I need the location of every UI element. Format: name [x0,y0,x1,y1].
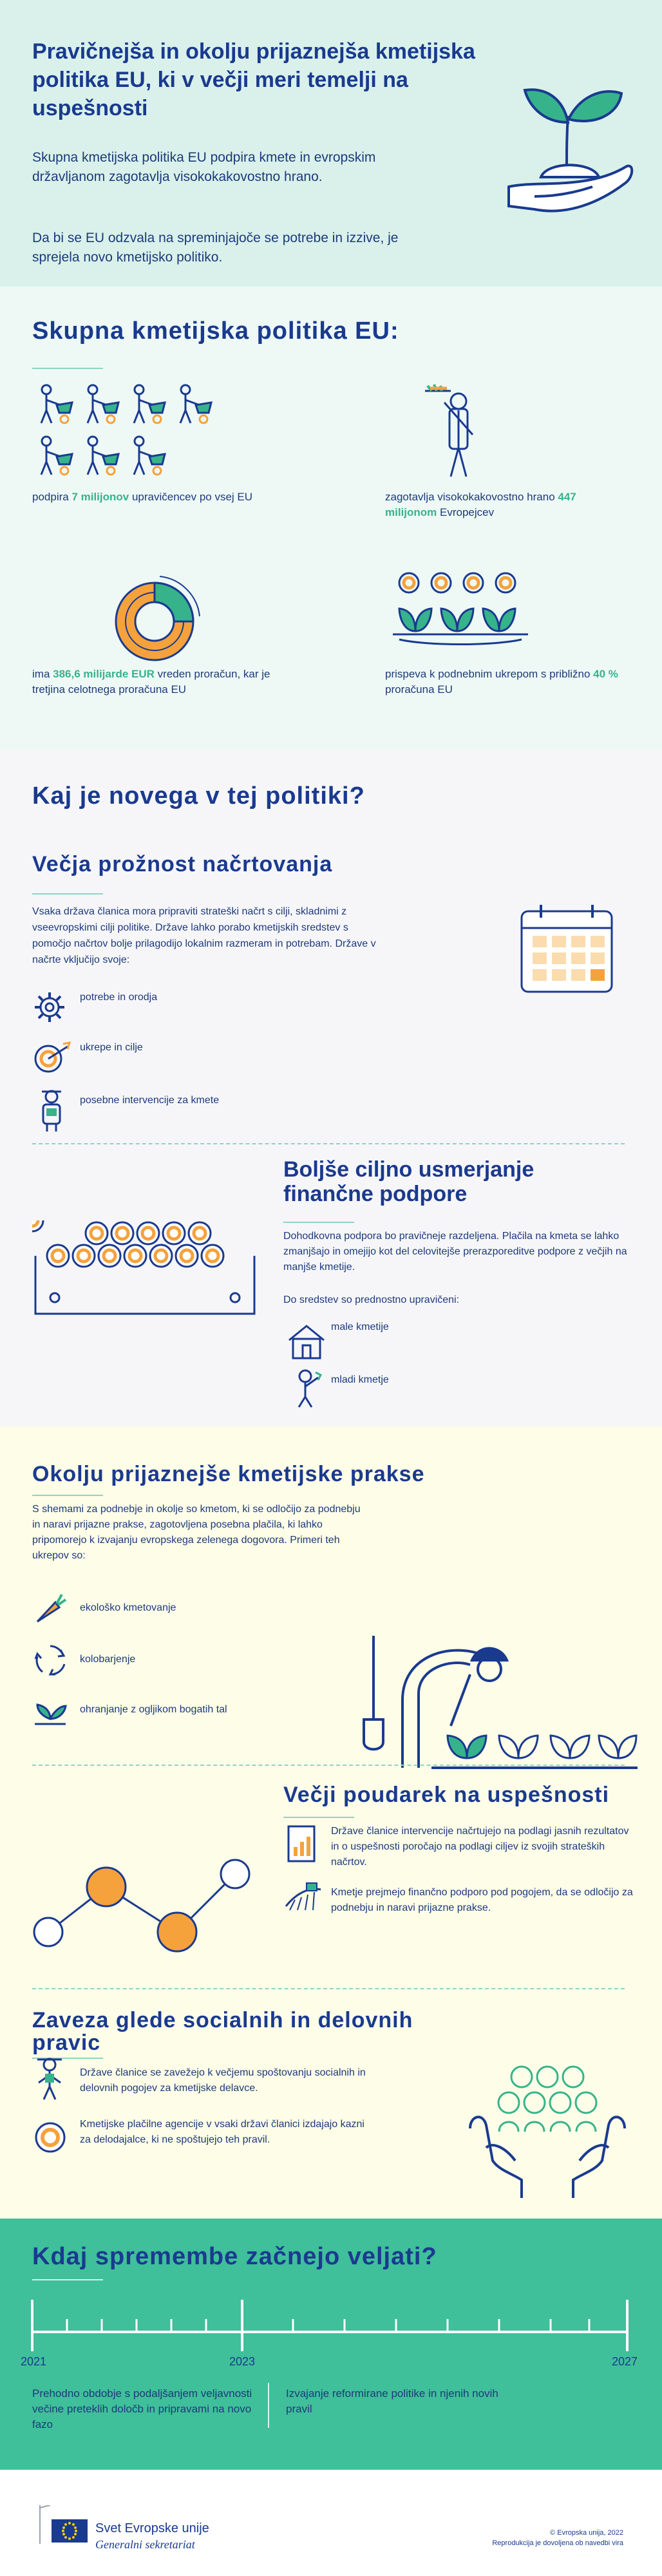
gear-icon [32,990,67,1025]
footer-org: Svet Evropske unije [95,2521,209,2535]
page-title: Pravičnejša in okolju prijaznejša kmetijska politika EU, ki v večji meri temelji na uspešnosti [32,39,475,120]
green-text: S shemami za podnebje in okolje so kmetom, ki se odločijo za podnebju in naravi prijazne prakse, zagotovljena posebna plačila, ki lahko pripomorejo k izvajanju evropskega zelenega dogovora. Primeri teh ukrepov so: [32,1504,361,1561]
tractor-icon [283,1880,323,1913]
footer [0,2470,662,2576]
year-2021: 2021 [21,2355,47,2368]
header-intro-2: Da bi se EU odzvala na spreminjajoče se potrebe in izzive, je sprejela novo kmetijsko politiko. [32,231,399,265]
footer-sub: Generalni sekretariat [95,2538,195,2551]
target-sub: Do sredstev so prednostno upravičeni: [283,1294,460,1305]
flex-item-1: potrebe in orodja [80,992,158,1003]
phase-divider [268,2383,269,2428]
eu-flag-icon [39,2505,90,2544]
green-item-2: kolobarjenje [80,1654,136,1665]
cap-title: Skupna kmetijska politika EU: [32,317,399,345]
green-underline [32,1495,103,1496]
hands-people-icon [464,2058,631,2199]
stat3-post: vreden proračun, kar je tretjina celotnega proračuna EU [32,668,270,696]
target-underline [283,1222,354,1223]
sprout-row-icon [390,570,531,647]
carrot-icon [32,1591,67,1625]
title-underline [32,368,103,369]
stat2-value: 447 milijonom [385,491,576,518]
farmer-icon [35,1085,68,1133]
green-section [0,1426,662,2219]
footer-copyright: © Evropska unija, 2022 [550,2529,623,2537]
stat2-post: Evropejcev [437,506,495,518]
social-item-2: Kmetijske plačilne agencije v vsaki državi članici izdajajo kazni za delodajalce, ki ne spoštujejo teh pravil. [80,2119,364,2145]
calendar-icon [518,904,615,994]
house-icon [287,1322,326,1361]
whats-new-title: Kaj je novega v tej politiki? [32,782,365,810]
performance-item-1: Države članice intervencije načrtujejo na podlagi jasnih rezultatov in o uspešnosti poročajo na podlagi ciljev iz svojih strateških načrtov. [331,1826,629,1868]
divider [32,1143,625,1144]
leaf-icon [32,1692,68,1728]
donut-chart-icon [109,564,219,673]
divider-3 [32,1988,625,1989]
stat-climate [385,667,630,697]
stat3-value: 386,6 milijarde EUR [53,668,155,680]
timeline-underline [32,2279,103,2280]
performance-title: Večji poudarek na uspešnosti [283,1783,610,1807]
phase-implementation: Izvajanje reformirane politike in njenih novih pravil [286,2387,498,2415]
farmer-wheelbarrow-icon [32,383,225,486]
farmer-tray-icon [419,383,489,480]
stat-citizens [385,489,630,520]
performance-chart-icon [29,1829,261,1958]
flex-item-3: posebne intervencije za kmete [80,1095,220,1106]
footer-reproduction: Reprodukcija je dovoljena ob navedbi vira [492,2539,623,2547]
flex-text: Vsaka država članica mora pripraviti strateški načrt s cilji, skladnimi z vseevropskimi cilji politike. Države lahko porabo kmetijskih sredstev s pomočjo načrtov bolje prilagodijo lokalnim razmeram in potrebam. Države v načrte vključijo svoje: [32,906,376,965]
phase-transition: Prehodno obdobje s podaljšanjem veljavnosti večine preteklih določb in pripravami na novo fazo [32,2387,252,2430]
flex-title: Večja prožnost načrtovanja [32,852,333,876]
stat4-pre: prispeva k podnebnim ukrepom s približno [385,668,594,680]
stat4-value: 40 % [593,668,618,680]
flex-item-2: ukrepe in cilje [80,1042,143,1053]
stat4-post: proračuna EU [385,683,453,696]
social-title: Zaveza glede socialnih in delovnih pravic [32,2008,413,2055]
target-title: Boljše ciljno usmerjanje finančne podpore [283,1157,534,1206]
social-item-1: Države članice se zavežejo k večjemu spoštovanju socialnih in delovnih pogojev za kmetijske delavce. [80,2067,366,2094]
year-2023: 2023 [229,2355,256,2368]
header-section [0,0,662,287]
stat2-pre: zagotavlja visokokakovostno hrano [385,491,558,503]
header-intro: Skupna kmetijska politika EU podpira kmete in evropskim državljanom zagotavlja visokokakovostno hrano. [32,150,376,184]
year-2027: 2027 [612,2355,638,2368]
performance-underline [283,1817,354,1818]
divider-2 [32,1765,625,1766]
stat1-post: upravičencev po vsej EU [129,491,253,503]
green-title: Okolju prijaznejše kmetijske prakse [32,1462,425,1486]
whats-new-section [0,750,662,1426]
stat1-value: 7 milijonov [71,491,129,503]
timeline-title: Kdaj spremembe začnejo veljati? [32,2243,437,2270]
rotation-icon [32,1642,68,1678]
young-farmer-icon [290,1368,323,1408]
stat-beneficiaries [32,489,303,505]
target-item-1: male kmetije [331,1321,389,1332]
target-text: Dohodkovna podpora bo pravičneje razdeljena. Plačila na kmeta se lahko zmanjšajo in omejijo kot del celovitejše prerazporeditve podpore z večjih na manjše kmetije. [283,1231,627,1273]
timeline-ruler [31,2300,630,2351]
flex-underline [32,893,103,895]
shovel-farmer-icon [354,1629,638,1777]
stat-budget [32,667,303,697]
coin-icon [32,1220,264,1317]
coin-small-icon [33,2121,67,2154]
performance-item-2: Kmetje prejmejo finančno podporo pod pogojem, da se odločijo za podnebju in naravi prijazne prakse. [331,1887,633,1913]
green-item-1: ekološko kmetovanje [80,1602,176,1613]
target-item-2: mladi kmetje [331,1374,389,1385]
target-icon [32,1040,71,1075]
green-item-3: ohranjanje z ogljikom bogatih tal [80,1704,227,1715]
hand-sprout-icon [496,64,638,232]
stat1-pre: podpira [32,491,72,503]
stat3-pre: ima [32,668,53,680]
cap-section [0,287,662,750]
worker-icon [32,2054,68,2101]
timeline-section [0,2219,662,2470]
report-icon [283,1824,319,1864]
